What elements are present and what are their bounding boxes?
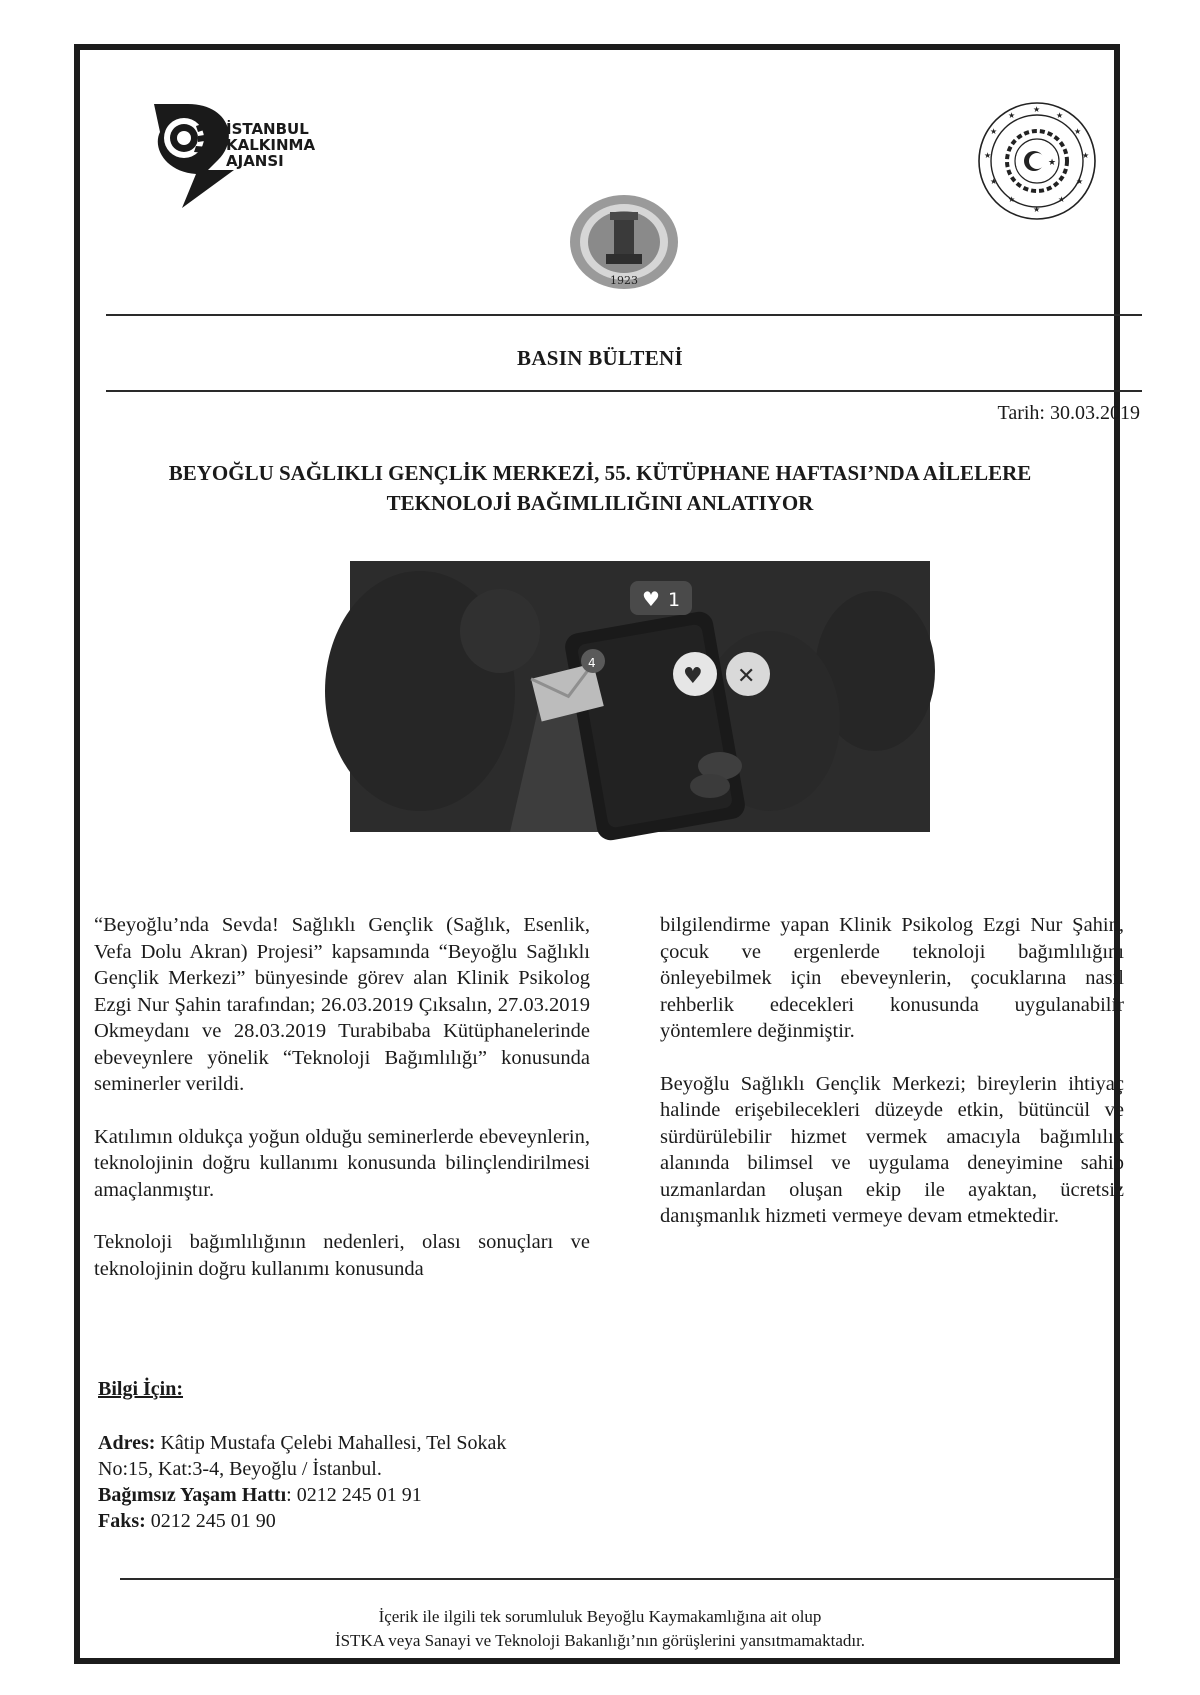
footer-line-1: İçerik ile ilgili tek sorumluluk Beyoğlu Kaymakamlığına ait olup — [378, 1607, 822, 1626]
fax-line — [98, 1508, 506, 1534]
svg-text:★: ★ — [1074, 127, 1082, 136]
istka-line-2: KALKINMA — [226, 136, 316, 154]
hotline-label: Bağımsız Yaşam Hattı — [98, 1484, 287, 1506]
istka-logo-icon — [148, 98, 316, 210]
hotline-line — [98, 1482, 506, 1508]
svg-text:★: ★ — [990, 177, 998, 186]
svg-text:★: ★ — [1033, 105, 1041, 114]
contact-title: Bilgi İçin: — [98, 1378, 184, 1400]
svg-text:★: ★ — [1008, 195, 1016, 204]
contact-info — [98, 1376, 506, 1534]
body-left-column — [94, 912, 590, 1308]
headline-line-2: TEKNOLOJİ BAĞIMLILIĞINI ANLATIYOR — [386, 491, 814, 515]
body-paragraph: Beyoğlu Sağlıklı Gençlik Merkezi; bireylerin ihtiyaç halinde erişebilecekleri düzeyde etkin, bütüncül ve sürdürülebilir hizmet vermek amacıyla bağımlılık alanında bilimsel ve uygulama deneyimine sahip uzmanlardan oluşan ekip ile ayaktan, ücretsiz danışmanlık hizmeti vermeye devam etmektedir. — [660, 1072, 1124, 1227]
svg-text:★: ★ — [1033, 205, 1041, 214]
like-count: 1 — [668, 589, 681, 611]
istka-line-3: AJANSI — [226, 152, 284, 170]
heart-icon: ♥ — [642, 587, 660, 611]
svg-text:★: ★ — [1008, 111, 1016, 120]
svg-text:★: ★ — [1048, 158, 1057, 168]
svg-text:★: ★ — [1058, 195, 1066, 204]
phone-notification-photo — [350, 561, 930, 832]
svg-text:★: ★ — [984, 151, 992, 160]
heart-button-icon: ♥ — [683, 664, 703, 689]
footer-rule — [120, 1578, 1120, 1580]
footer-disclaimer — [0, 1605, 1200, 1653]
body-paragraph: bilgilendirme yapan Klinik Psikolog Ezgi Nur Şahin, çocuk ve ergenlerde teknoloji bağımlılığını önleyebilmek için ebeveynlerin, çocuklarına nasıl rehberlik edecekleri konusunda uygulanabilir yöntemlere değinmiştir. — [660, 914, 1124, 1042]
address-value-2: No:15, Kat:3-4, Beyoğlu / İstanbul. — [98, 1458, 382, 1480]
body-right-column — [660, 912, 1124, 1256]
mail-count: 4 — [588, 656, 596, 670]
svg-text:★: ★ — [990, 127, 998, 136]
body-paragraph: Katılımın oldukça yoğun olduğu seminerlerde ebeveynlerin, teknolojinin doğru kullanımı konusunda bilinçlendirilmesi amaçlanmıştır. — [94, 1125, 590, 1201]
svg-text:★: ★ — [1056, 111, 1064, 120]
footer-line-2: İSTKA veya Sanayi ve Teknoloji Bakanlığı’nın görüşlerini yansıtmamaktadır. — [334, 1631, 866, 1650]
headline-line-1: BEYOĞLU SAĞLIKLI GENÇLİK MERKEZİ, 55. KÜTÜPHANE HAFTASI’NDA AİLELERE — [168, 461, 1032, 485]
fax-label: Faks: — [98, 1510, 146, 1532]
title-rule — [106, 390, 1142, 392]
body-paragraph: “Beyoğlu’nda Sevda! Sağlıklı Gençlik (Sağlık, Esenlik, Vefa Dolu Akran) Projesi” kapsamında “Beyoğlu Sağlıklı Gençlik Merkezi” bünyesinde görev alan Klinik Psikolog Ezgi Nur Şahin tarafından; 26.03.2019 Çıksalın, 27.03.2019 Okmeydanı ve 28.03.2019 Turabibaba Kütüphanelerinde ebeveynlere yönelik “Teknoloji Bağımlılığı” konusunda seminerler verildi. — [94, 914, 590, 1095]
svg-text:★: ★ — [1082, 151, 1090, 160]
sanayi-ve-teknoloji-bakanligi-seal-icon — [976, 100, 1098, 222]
close-icon: ✕ — [737, 664, 756, 689]
fax-value: 0212 245 01 90 — [145, 1510, 276, 1532]
hotline-value: : 0212 245 01 91 — [286, 1484, 422, 1506]
address-label: Adres: — [98, 1432, 156, 1454]
bulletin-date: Tarih: 30.03.2019 — [997, 402, 1140, 424]
istka-line-1: İSTANBUL — [226, 120, 309, 138]
headline — [100, 458, 1100, 518]
bulletin-title: BASIN BÜLTENİ — [517, 346, 683, 370]
address-line — [98, 1430, 506, 1456]
svg-text:★: ★ — [1076, 177, 1084, 186]
seal-year: 1923 — [610, 274, 638, 287]
header-rule — [106, 314, 1142, 316]
address-value-1: Kâtip Mustafa Çelebi Mahallesi, Tel Sokak — [155, 1432, 507, 1454]
beyoglu-kaymakamligi-seal-icon — [566, 192, 682, 292]
body-paragraph: Teknoloji bağımlılığının nedenleri, olası sonuçları ve teknolojinin doğru kullanımı konusunda — [94, 1231, 590, 1280]
